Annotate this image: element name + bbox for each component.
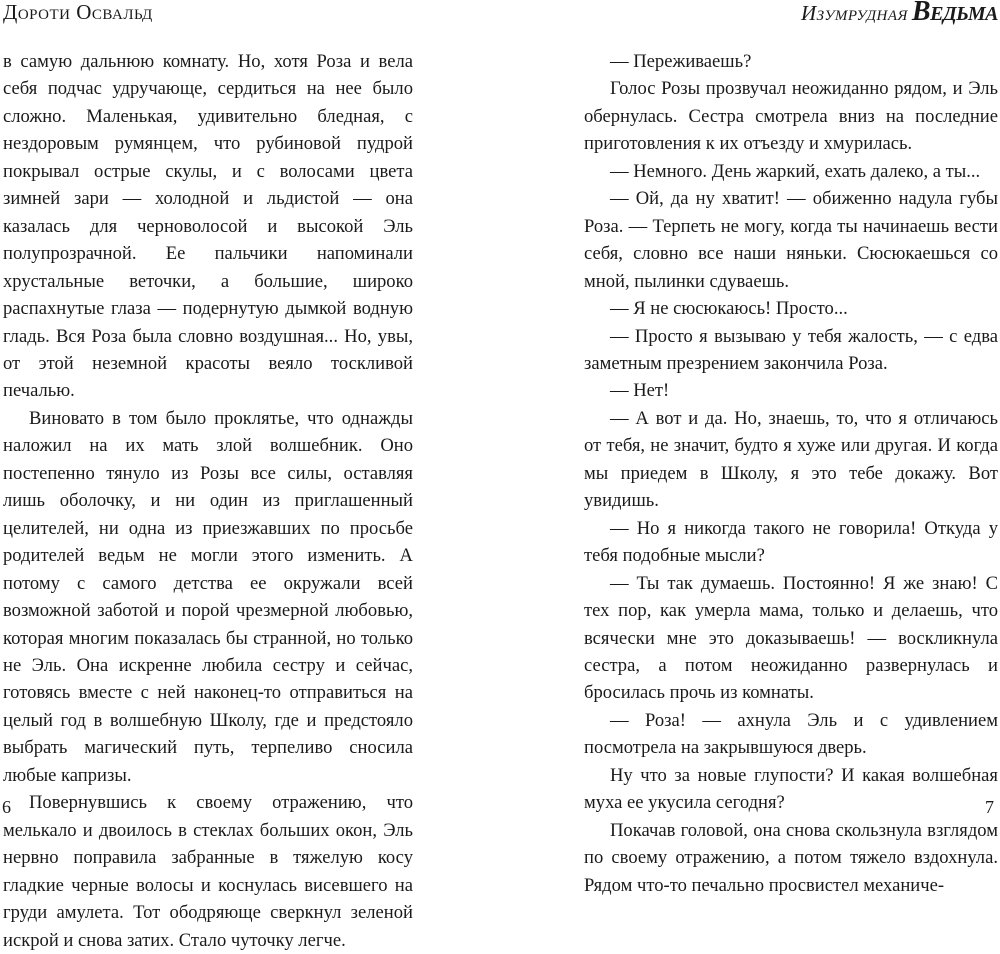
paragraph: Голос Розы прозвучал неожиданно рядом, и Эль обернулась. Сестра смотрела вниз на последние приготовления к их отъезду и хмурилась. bbox=[584, 78, 998, 155]
paragraph: Ну что за новые глупости? И какая волшебная муха ее укусила сегодня? bbox=[584, 764, 998, 814]
left-text-column bbox=[3, 48, 413, 954]
paragraph: в самую дальнюю комнату. Но, хотя Роза и вела себя подчас удручающе, сердиться на нее было сложно. Маленькая, удивительно бледная, с нездоровым румянцем, что рубиновой пудрой покрывал острые скулы, и с волосами цвета зимней зари — холодной и льдистой — она казалась для черноволосой и высокой Эль полупрозрачной. Ее пальчики напоминали хрустальные веточки, а большие, широко распахнутые глаза — подернутую дымкой водную гладь. Вся Роза была словно воздушная... Но, увы, от этой неземной красоты веяло тоскливой печалью. bbox=[3, 51, 413, 402]
running-head-title-part2: Ведьма bbox=[911, 0, 998, 27]
page-number: 6 bbox=[2, 797, 11, 817]
paragraph: — Ой, да ну хватит! — обиженно надула губы Роза. — Терпеть не могу, когда ты начинаешь вести себя, словно все наши няньки. Сюсюкаешься со мной, пылинки сдуваешь. bbox=[584, 188, 998, 292]
paragraph: — Но я никогда такого не говорила! Откуда у тебя подобные мысли? bbox=[584, 517, 998, 567]
paragraph: — А вот и да. Но, знаешь, то, что я отличаюсь от тебя, не значит, будто я хуже или другая. И когда мы приедем в Школу, я это тебе докажу. Вот увидишь. bbox=[584, 407, 998, 512]
paragraph: — Нет! bbox=[610, 380, 670, 402]
paragraph: — Переживаешь? bbox=[610, 51, 752, 72]
left-page bbox=[0, 0, 500, 951]
running-head-title bbox=[801, 0, 998, 28]
paragraph: — Немного. День жаркий, ехать далеко, а ты... bbox=[610, 160, 981, 182]
paragraph: — Просто я вызываю у тебя жалость, — с едва заметным презрением закончила Роза. bbox=[584, 325, 998, 374]
paragraph: Покачав головой, она снова скользнула взглядом по своему отражению, а потом тяжело вздохнула. Рядом что-то печально просвистел механиче- bbox=[584, 819, 998, 896]
page-number: 7 bbox=[985, 797, 994, 817]
running-head-author: Дороти Освальд bbox=[3, 0, 153, 24]
paragraph: — Я не сюсюкаюсь! Просто... bbox=[610, 298, 848, 320]
paragraph: — Ты так думаешь. Постоянно! Я же знаю! С тех пор, как умерла мама, только и делаешь, что всячески мне это доказываешь! — воскликнула сестра, а потом неожиданно развернулась и бросилась прочь из комнаты. bbox=[584, 572, 998, 704]
paragraph: — Роза! — ахнула Эль и с удивлением посмотрела на закрывшуюся дверь. bbox=[584, 709, 998, 759]
paragraph: Виновато в том было проклятье, что однажды наложил на их мать злой волшебник. Оно постепенно тянуло из Розы все силы, оставляя лишь оболочку, и ни один из приглашенный целителей, ни одна из приезжавших по просьбе родителей ведьм не могли этого изменить. А потому с самого детства ее окружали всей возможной заботой и порой чрезмерной любовью, которая многим показалась бы странной, но только не Эль. Она искренне любила сестру и сейчас, готовясь вместе с ней наконец-то отправиться на целый год в волшебную Школу, где и предстояло выбрать магический путь, терпеливо сносила любые капризы. bbox=[3, 407, 413, 786]
right-page bbox=[500, 0, 1000, 896]
running-head-title-part1: Изумрудная bbox=[800, 1, 908, 25]
right-text-column bbox=[584, 48, 998, 899]
paragraph: Повернувшись к своему отражению, что мелькало и двоилось в стеклах больших окон, Эль нервно поправила забранные в тяжелую косу гладкие черные волосы и коснулась висевшего на груди амулета. Тот ободряюще сверкнул зеленой искрой и снова затих. Стало чуточку легче. bbox=[3, 792, 413, 951]
